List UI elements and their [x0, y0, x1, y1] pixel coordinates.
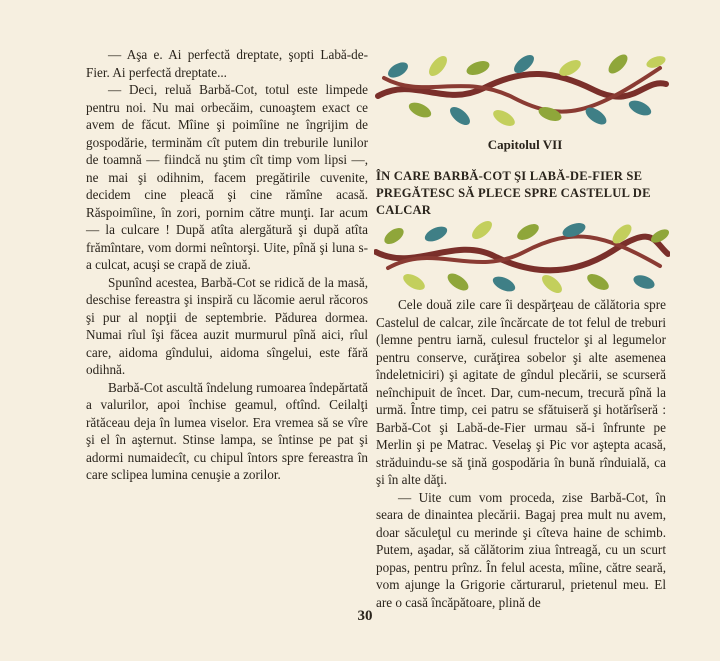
chapter-label: Capitolul VII: [487, 137, 563, 152]
paragraph: Cele două zile care îi despărţeau de călătoria spre Castelul de calcar, zile încărcate de tot felul de treburi (lemne pentru iarnă, culesul fructelor şi al legumelor pentru conserve, curăţirea sobelor şi alte asemenea îndeletniciri) şi agitate de gîndul plecării, se scurseră neînchipuit de încet. Dar, cum-necum, trecură pînă la urmă. Între timp, cei patru se sfătuiseră şi hotărîseră : Barbă-Cot şi Labă-de-Fier urmau să-i înfrunte pe Merlin şi pe Matrac. Veselaş şi Pic vor aştepta acasă, străduindu-se să ţină gospodăria în bună rînduială, ca şi în alte dăţi.: [376, 297, 666, 487]
paragraph: — Aşa e. Ai perfectă dreptate, şopti Labă-de-Fier. Ai perfectă dreptate...: [86, 47, 368, 80]
paragraph: Spunînd acestea, Barbă-Cot se ridică de la masă, deschise fereastra şi inspiră cu lăcomie aerul răcoros şi pur al nopţii de septembrie. Pădurea dormea. Numai rîul îşi făcea auzit murmurul pînă aici, rîul care, aidoma gîndului, aidoma sîngelui, este fără odihnă.: [86, 274, 368, 377]
chapter-title: ÎN CARE BARBĂ-COT ŞI LABĂ-DE-FIER SE PREGĂTESC SĂ PLECE SPRE CASTELUL DE CALCAR: [376, 169, 651, 217]
vine-ornament-bottom-icon: [374, 212, 670, 302]
paragraph: — Deci, reluă Barbă-Cot, totul este limpede pentru noi. Nu mai orbecăim, cunoaştem exact ce avem de făcut. Mîine şi poimîine ne îngrijim de gospodărie, terminăm cît putem din treburile lunilor de toamnă — fiindcă nu ştim cît timp vom lipsi —, ne mai şi odihnim, facem pregătirile cuvenite, decidem cine pleacă şi cine rămîne acasă. Răspoimîine, în zori, pornim către munţi. Iar acum — la culcare ! După atîta alergătură şi după atîta frămîntare, vom dormi neîntorşi. Uite, pînă şi luna s-a culcat, acuşi se crapă de ziuă.: [86, 82, 368, 272]
vine-ornament-top-icon: [374, 48, 670, 140]
page-number: 30: [357, 608, 373, 624]
right-text-column: [376, 296, 666, 611]
paragraph: — Uite cum vom proceda, zise Barbă-Cot, în seara de dinaintea plecării. Bagaj prea mult nu avem, doar săculeţul cu merinde şi cîteva haine de schimb. Putem, aşadar, să călătorim ziua întreagă, cu un scurt popas, pentru prînz. În felul acesta, mîine, către seară, vom ajunge la Grigorie cărturarul, prietenul meu. El are o casă încăpătoare, plină de: [376, 489, 666, 610]
paragraph: Barbă-Cot ascultă îndelung rumoarea îndepărtată a valurilor, apoi închise geamul, oftînd. Ceilalţi rătăceau deja în lumea viselor. Era vremea să se vîre şi el în aşternut. Stinse lampa, se întinse pe pat şi adormi numaidecît, cu chipul întors spre fereastra în care sclipea lumina cenuşie a zorilor.: [86, 379, 368, 482]
left-text-column: [86, 46, 368, 484]
